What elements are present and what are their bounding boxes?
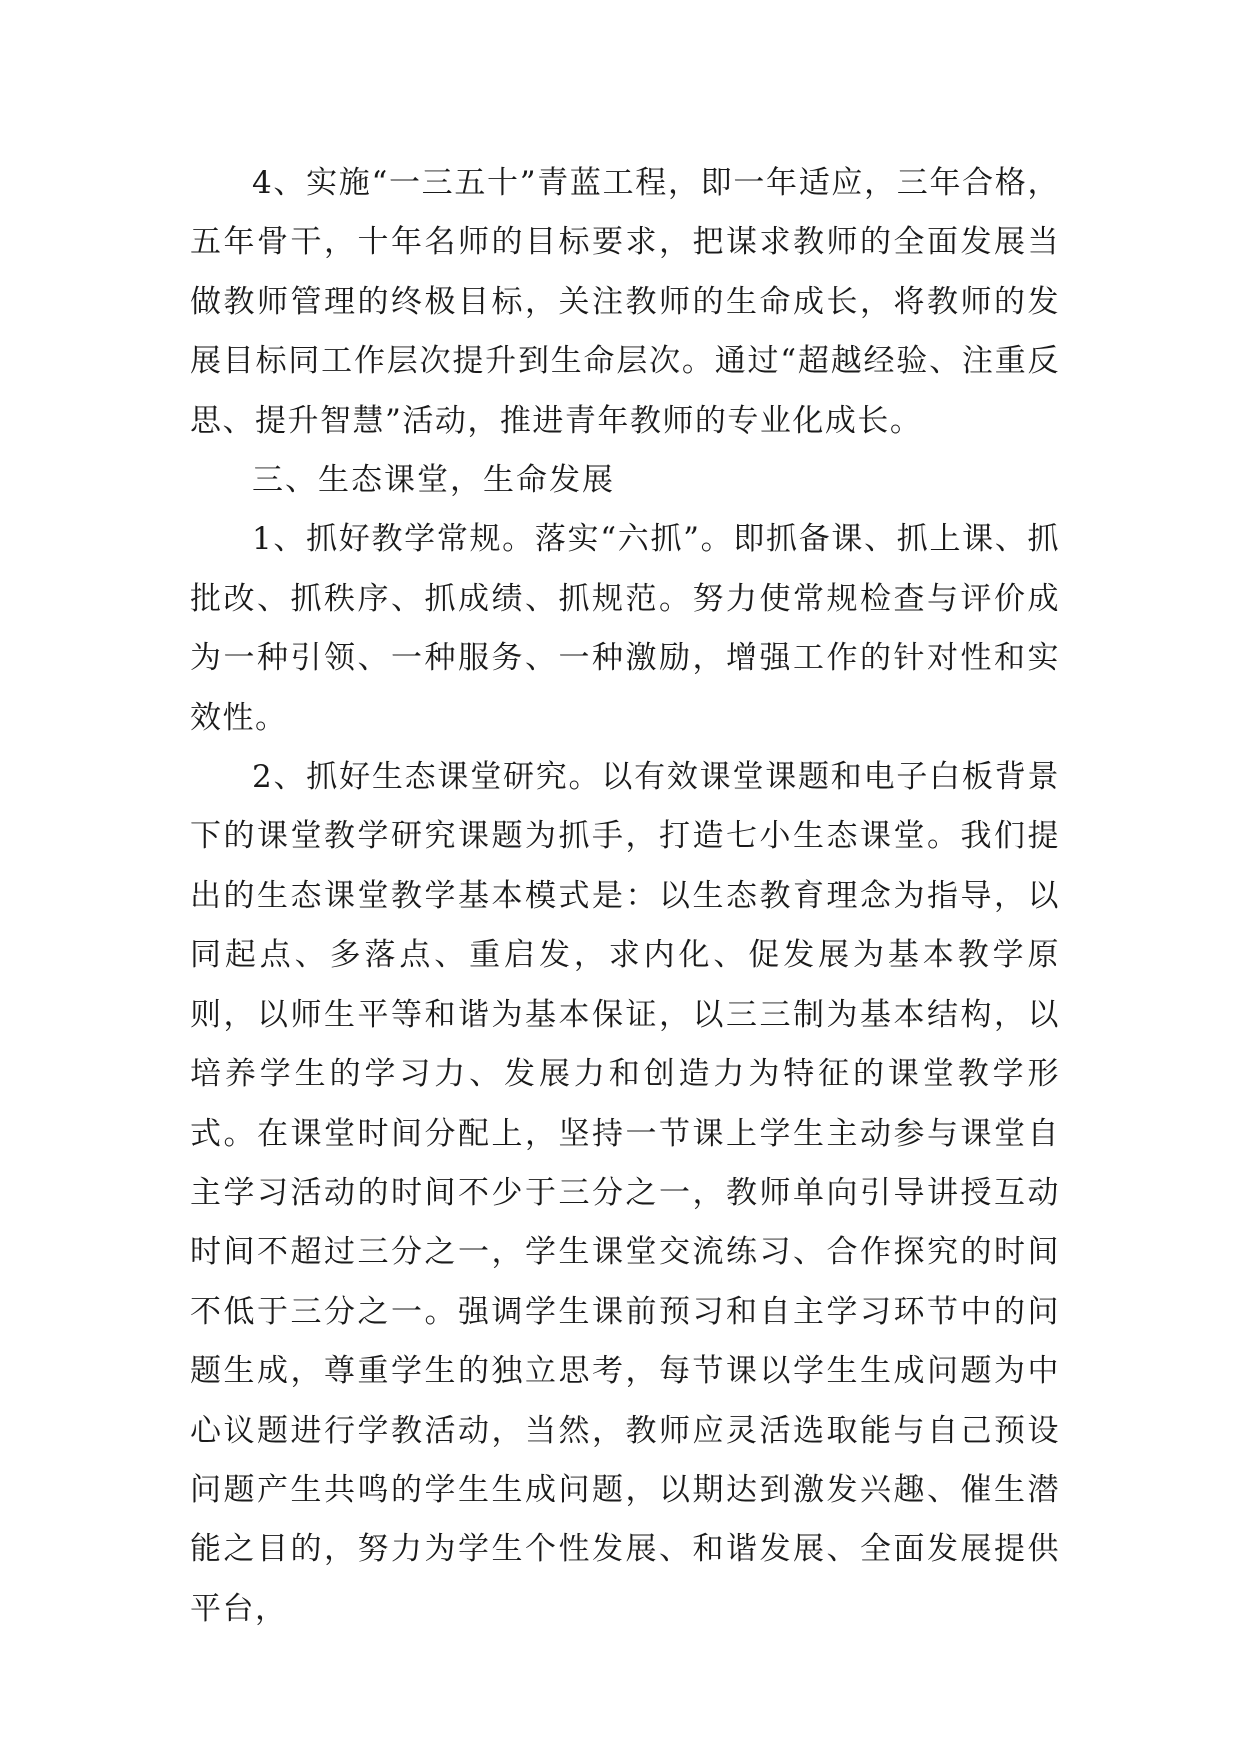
paragraph-ecological-classroom-research: 2、抓好生态课堂研究。以有效课堂课题和电子白板背景下的课堂教学研究课题为抓手，打造七小生态课堂。我们提出的生态课堂教学基本模式是：以生态教育理念为指导，以同起点、多落点、重启发，求内化、促发展为基本教学原则，以师生平等和谐为基本保证，以三三制为基本结构，以培养学生的学习力、发展力和创造力为特征的课堂教学形式。在课堂时间分配上，坚持一节课上学生主动参与课堂自主学习活动的时间不少于三分之一，教师单向引导讲授互动时间不超过三分之一，学生课堂交流练习、合作探究的时间不低于三分之一。强调学生课前预习和自主学习环节中的问题生成，尊重学生的独立思考，每节课以学生生成问题为中心议题进行学教活动，当然，教师应灵活选取能与自己预设问题产生共鸣的学生生成问题，以期达到激发兴趣、催生潜能之目的，努力为学生个性发展、和谐发展、全面发展提供平台，	[190, 759, 1060, 1627]
section-heading-ecological-classroom: 三、生态课堂，生命发展	[252, 462, 615, 499]
document-body	[190, 154, 1060, 1639]
paragraph-teaching-routine: 1、抓好教学常规。落实“六抓”。即抓备课、抓上课、抓批改、抓秩序、抓成绩、抓规范。努力使常规检查与评价成为一种引领、一种服务、一种激励，增强工作的针对性和实效性。	[190, 521, 1060, 736]
paragraph-qinglan-project: 4、实施“一三五十”青蓝工程，即一年适应，三年合格，五年骨干，十年名师的目标要求，把谋求教师的全面发展当做教师管理的终极目标，关注教师的生命成长，将教师的发展目标同工作层次提升到生命层次。通过“超越经验、注重反思、提升智慧”活动，推进青年教师的专业化成长。	[190, 165, 1060, 439]
